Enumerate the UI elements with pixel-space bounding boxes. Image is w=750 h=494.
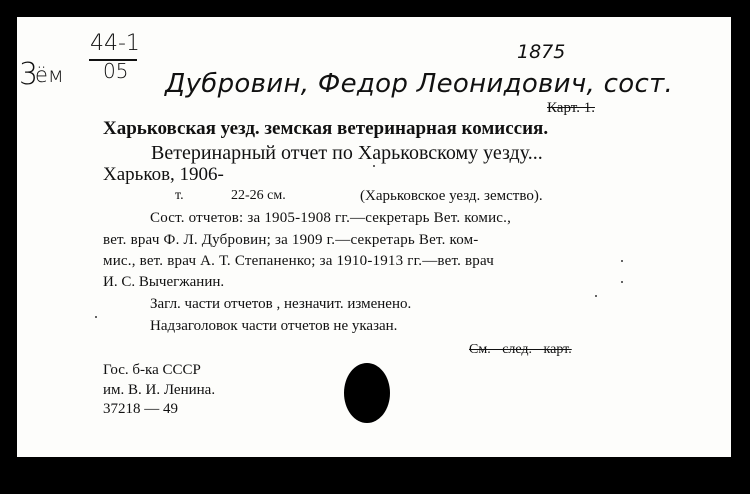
shelf-mark-letter: 3: [19, 57, 39, 92]
speck: [595, 295, 597, 297]
punch-hole: [344, 363, 390, 423]
library-line-3: 37218 — 49: [103, 401, 178, 417]
speck: [373, 165, 375, 167]
note-line: мис., вет. врач А. Т. Степаненко; за 1910-1913 гг.—вет. врач: [103, 253, 494, 269]
note-line: Сост. отчетов: за 1905-1908 гг.—секретарь Вет. комис.,: [150, 210, 512, 226]
handwritten-year: 1875: [517, 41, 566, 63]
title-line-1: Ветеринарный отчет по Харьковскому уезду...: [151, 142, 543, 164]
note-headline: Надзаголовок части отчетов не указан.: [150, 318, 398, 334]
shelf-mark-suffix: ём: [35, 63, 64, 87]
volume-label: т.: [175, 188, 184, 203]
size: 22-26 см.: [231, 188, 286, 203]
see-next-card: См. след. карт.: [469, 342, 572, 357]
note-title-change: Загл. части отчетов , незначит. изменено.: [150, 296, 412, 312]
library-line-2: им. В. И. Ленина.: [103, 382, 216, 398]
shelf-number-top: 44-1: [90, 31, 140, 56]
library-line-1: Гос. б-ка СССР: [103, 362, 201, 378]
title-line-2: Харьков, 1906-: [103, 164, 224, 185]
card-number: Карт. 1.: [547, 100, 595, 116]
note-line: И. С. Вычегжанин.: [103, 274, 225, 290]
series: (Харьковское уезд. земство).: [360, 188, 543, 204]
shelf-number-bottom: 05: [103, 59, 129, 83]
speck: [621, 260, 623, 262]
catalog-card: [17, 17, 731, 457]
speck: [95, 316, 97, 318]
handwritten-author: Дубровин, Федор Леонидович, сост.: [165, 69, 674, 99]
speck: [621, 281, 623, 283]
note-line: вет. врач Ф. Л. Дубровин; за 1909 г.—секретарь Вет. ком-: [103, 232, 479, 248]
heading: Харьковская уезд. земская ветеринарная комиссия.: [103, 118, 549, 139]
